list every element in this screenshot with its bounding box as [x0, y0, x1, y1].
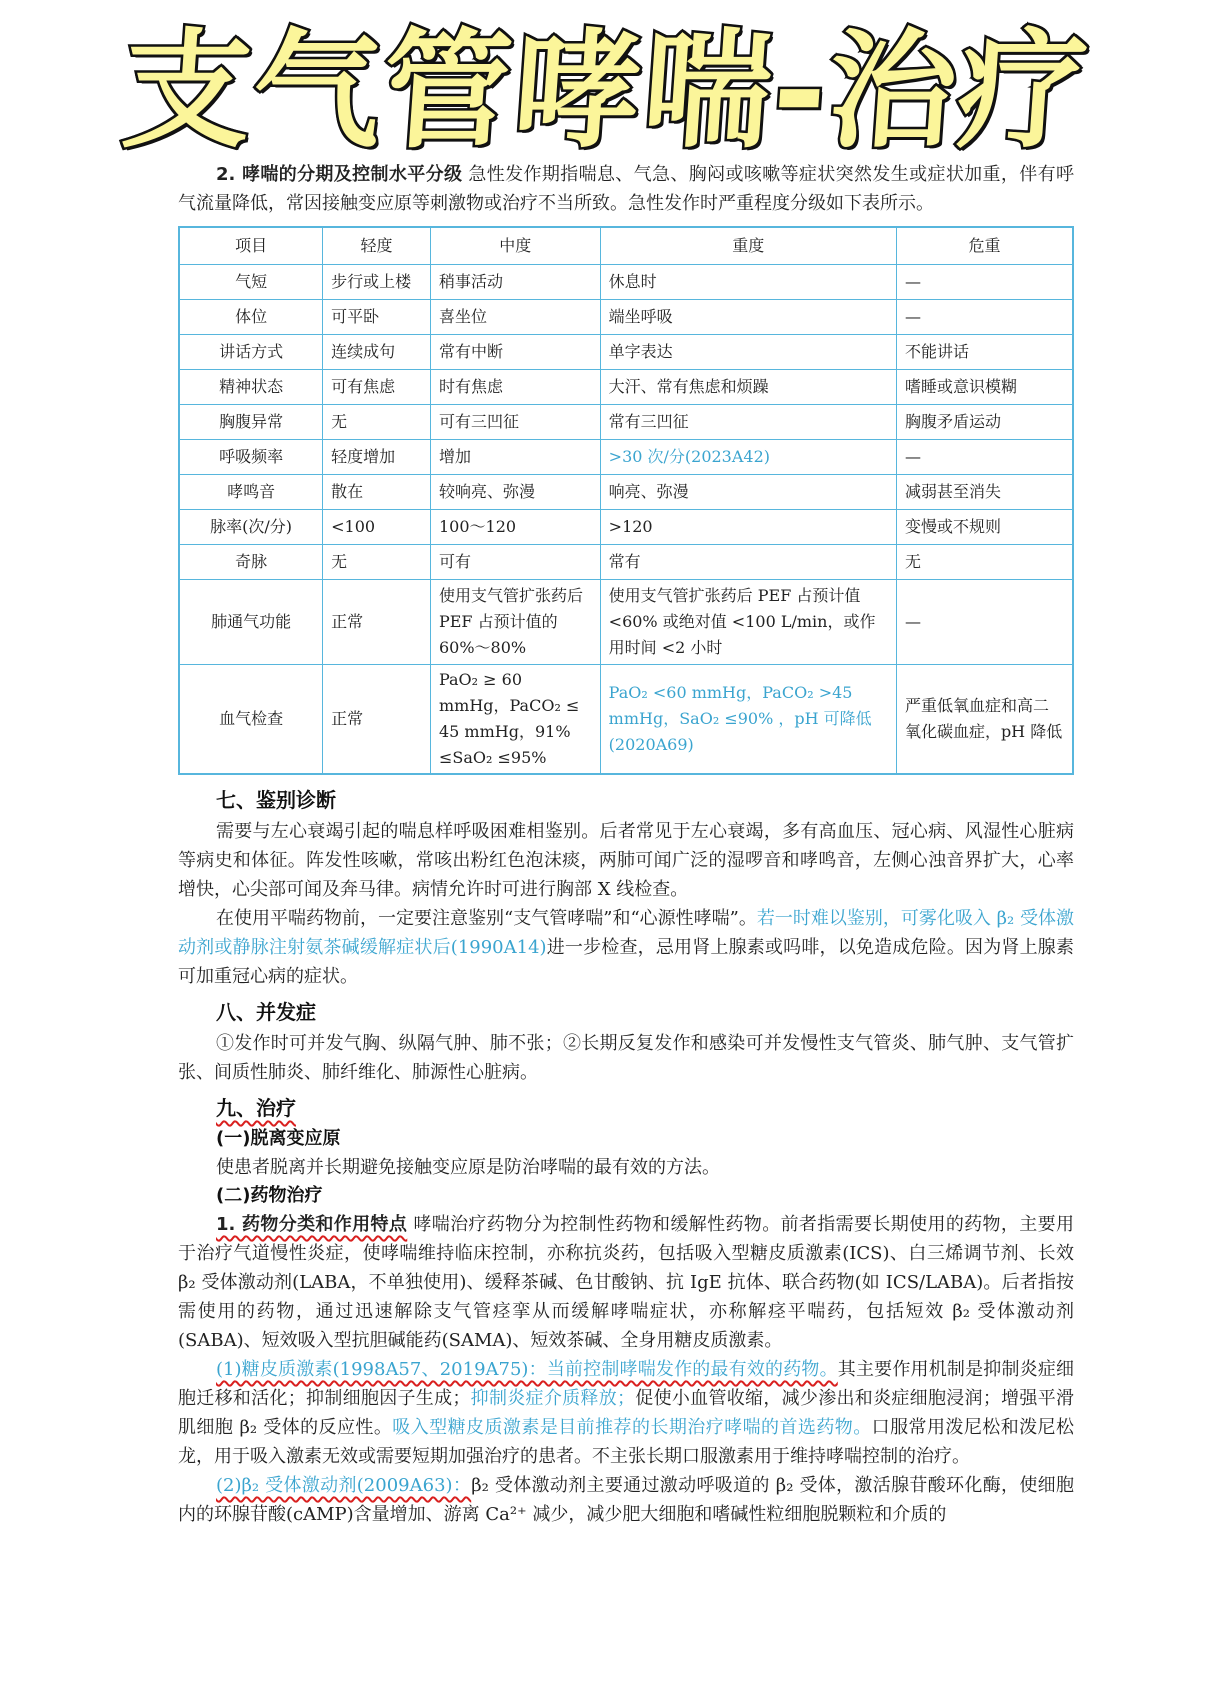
table-cell: 休息时: [600, 265, 896, 300]
table-cell: 哮鸣音: [179, 475, 323, 510]
section7-paragraph-2: [178, 904, 1074, 991]
banner-title: 支气管哮喘-治疗: [117, 17, 1094, 166]
table-cell: 常有中断: [430, 335, 600, 370]
corticosteroid-paragraph: [178, 1355, 1074, 1471]
table-cell: 增加: [430, 440, 600, 475]
drug-classification-paragraph: [178, 1210, 1074, 1355]
beta2-agonist-text: β₂ 受体激动剂主要通过激动呼吸道的 β₂ 受体，激活腺苷酸环化酶，使细胞内的环腺苷酸(cAMP)含量增加、游离 Ca²⁺ 减少，减少肥大细胞和嗜碱性粒细胞脱颗粒和介质的: [178, 1475, 1074, 1525]
corticosteroid-text-3: 口服常用泼尼松和泼尼松龙，用于吸入激素无效或需要短期加强治疗的患者。不主张长期口服激素用于维持哮喘控制的治疗。: [178, 1417, 1074, 1467]
table-cell: 步行或上楼: [323, 265, 431, 300]
table-cell: —: [896, 265, 1073, 300]
table-cell: 散在: [323, 475, 431, 510]
drug-classification-heading: 1. 药物分类和作用特点: [216, 1214, 408, 1235]
section8-heading: 八、并发症: [216, 1000, 316, 1024]
table-cell: 响亮、弥漫: [600, 475, 896, 510]
table-row: [179, 300, 1073, 335]
section7-heading: 七、鉴别诊断: [216, 788, 336, 812]
table-cell: 时有焦虑: [430, 370, 600, 405]
banner: [0, 0, 1213, 166]
table-cell: 常有: [600, 545, 896, 580]
table-cell: 稍事活动: [430, 265, 600, 300]
table-header: 重度: [600, 227, 896, 265]
table-cell: 端坐呼吸: [600, 300, 896, 335]
table-cell-highlight: PaO₂ <60 mmHg，PaCO₂ >45 mmHg，SaO₂ ≤90% ，pH 可降低(2020A69): [600, 665, 896, 775]
table-cell: 可有: [430, 545, 600, 580]
table-cell: PaO₂ ≥ 60 mmHg，PaCO₂ ≤ 45 mmHg，91% ≤SaO₂ ≤95%: [430, 665, 600, 775]
severity-table: [178, 226, 1074, 775]
table-cell: 较响亮、弥漫: [430, 475, 600, 510]
section2-paragraph: [178, 160, 1074, 218]
beta2-agonist-heading: (2)β₂ 受体激动剂(2009A63)：: [216, 1475, 472, 1496]
section7-p2-part-c: 进一步检查，忌用肾上腺素或吗啡，以免造成危险。因为肾上腺素可加重冠心病的症状。: [178, 937, 1074, 987]
beta2-agonist-paragraph: [178, 1471, 1074, 1529]
table-cell: 无: [323, 545, 431, 580]
table-cell: <100: [323, 510, 431, 545]
table-cell: 使用支气管扩张药后 PEF 占预计值 <60% 或绝对值 <100 L/min，或作用时间 <2 小时: [600, 580, 896, 665]
table-row: [179, 370, 1073, 405]
table-cell: 常有三凹征: [600, 405, 896, 440]
table-cell: —: [896, 440, 1073, 475]
table-row: [179, 405, 1073, 440]
table-cell: 体位: [179, 300, 323, 335]
section7-paragraph-1: 需要与左心衰竭引起的喘息样呼吸困难相鉴别。后者常见于左心衰竭，多有高血压、冠心病、风湿性心脏病等病史和体征。阵发性咳嗽，常咳出粉红色泡沫痰，两肺可闻广泛的湿啰音和哮鸣音，左侧心浊音界扩大，心率增快，心尖部可闻及奔马律。病情允许时可进行胸部 X 线检查。: [178, 821, 1074, 900]
section7-p2-part-a: 在使用平喘药物前，一定要注意鉴别“支气管哮喘”和“心源性哮喘”。: [216, 908, 757, 929]
table-cell: 奇脉: [179, 545, 323, 580]
table-cell: —: [896, 580, 1073, 665]
table-row: [179, 580, 1073, 665]
section9-heading: [216, 1093, 1074, 1123]
table-cell: 单字表达: [600, 335, 896, 370]
table-cell: 喜坐位: [430, 300, 600, 335]
table-row: [179, 545, 1073, 580]
table-cell-highlight: >30 次/分(2023A42): [600, 440, 896, 475]
table-cell: 无: [323, 405, 431, 440]
table-cell: 100～120: [430, 510, 600, 545]
table-row: [179, 475, 1073, 510]
table-cell: 呼吸频率: [179, 440, 323, 475]
table-row: [179, 440, 1073, 475]
table-header: 中度: [430, 227, 600, 265]
table-cell: 变慢或不规则: [896, 510, 1073, 545]
table-cell: 减弱甚至消失: [896, 475, 1073, 510]
section2-heading: 2. 哮喘的分期及控制水平分级: [216, 164, 463, 185]
table-cell: 胸腹矛盾运动: [896, 405, 1073, 440]
table-cell: 使用支气管扩张药后 PEF 占预计值的 60%～80%: [430, 580, 600, 665]
table-cell: 肺通气功能: [179, 580, 323, 665]
table-header: 项目: [179, 227, 323, 265]
table-cell: 胸腹异常: [179, 405, 323, 440]
section2-text: 急性发作期指喘息、气急、胸闷或咳嗽等症状突然发生或症状加重，伴有呼气流量降低，常因接触变应原等刺激物或治疗不当所致。急性发作时严重程度分级如下表所示。: [178, 164, 1074, 214]
corticosteroid-highlight-1: 抑制炎症介质释放；: [470, 1388, 635, 1409]
subsection-allergen-text: 使患者脱离并长期避免接触变应原是防治哮喘的最有效的方法。: [216, 1157, 720, 1178]
table-cell: 精神状态: [179, 370, 323, 405]
corticosteroid-heading: (1)糖皮质激素(1998A57、2019A75)：当前控制哮喘发作的最有效的药物。: [216, 1359, 838, 1380]
document-body: [178, 160, 1074, 1529]
table-row: [179, 335, 1073, 370]
table-row: [179, 665, 1073, 775]
table-cell: 嗜睡或意识模糊: [896, 370, 1073, 405]
table-row: [179, 510, 1073, 545]
table-cell: 连续成句: [323, 335, 431, 370]
table-cell: 大汗、常有焦虑和烦躁: [600, 370, 896, 405]
drug-classification-text: 哮喘治疗药物分为控制性药物和缓解性药物。前者指需要长期使用的药物，主要用于治疗气道慢性炎症，使哮喘维持临床控制，亦称抗炎药，包括吸入型糖皮质激素(ICS)、白三烯调节剂、长效 β₂ 受体激动剂(LABA，不单独使用)、缓释茶碱、色甘酸钠、抗 IgE 抗体、联合药物(如 ICS/LABA)。后者指按需使用的药物，通过迅速解除支气管痉挛从而缓解哮喘症状，亦称解痉平喘药，包括短效 β₂ 受体激动剂(SABA)、短效吸入型抗胆碱能药(SAMA)、短效茶碱、全身用糖皮质激素。: [178, 1214, 1074, 1351]
table-cell: 不能讲话: [896, 335, 1073, 370]
subsection-allergen-heading: (一)脱离变应原: [216, 1128, 341, 1149]
table-cell: 轻度增加: [323, 440, 431, 475]
corticosteroid-text-1: 其主要作用机制是抑制炎症细胞迁移和活化；抑制细胞因子生成；: [178, 1359, 1075, 1409]
table-cell: 正常: [323, 665, 431, 775]
table-cell: 正常: [323, 580, 431, 665]
table-header-row: [179, 227, 1073, 265]
table-cell: 严重低氧血症和高二氧化碳血症，pH 降低: [896, 665, 1073, 775]
table-cell: 气短: [179, 265, 323, 300]
table-cell: 无: [896, 545, 1073, 580]
table-cell: 可有焦虑: [323, 370, 431, 405]
section9-heading-text: 九、治疗: [216, 1096, 296, 1120]
section7-p2-highlight: 若一时难以鉴别，可雾化吸入 β₂ 受体激动剂或静脉注射氨茶碱缓解症状后(1990A14): [178, 908, 1074, 958]
table-cell: —: [896, 300, 1073, 335]
corticosteroid-text-2: 促使小血管收缩，减少渗出和炎症细胞浸润；增强平滑肌细胞 β₂ 受体的反应性。: [178, 1388, 1074, 1438]
subsection-drug-heading: (二)药物治疗: [216, 1185, 323, 1206]
table-row: [179, 265, 1073, 300]
table-header: 危重: [896, 227, 1073, 265]
corticosteroid-highlight-2: 吸入型糖皮质激素是目前推荐的长期治疗哮喘的首选药物。: [392, 1417, 872, 1438]
table-cell: 讲话方式: [179, 335, 323, 370]
table-cell: >120: [600, 510, 896, 545]
table-cell: 血气检查: [179, 665, 323, 775]
table-cell: 可有三凹征: [430, 405, 600, 440]
table-cell: 脉率(次/分): [179, 510, 323, 545]
section8-paragraph: ①发作时可并发气胸、纵隔气肿、肺不张；②长期反复发作和感染可并发慢性支气管炎、肺气肿、支气管扩张、间质性肺炎、肺纤维化、肺源性心脏病。: [178, 1033, 1074, 1083]
table-header: 轻度: [323, 227, 431, 265]
table-cell: 可平卧: [323, 300, 431, 335]
